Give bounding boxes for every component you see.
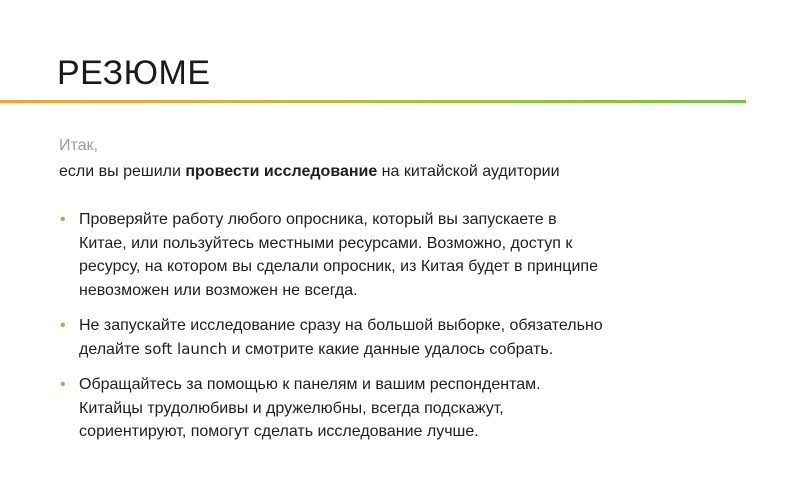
soft-launch-term: soft launch: [144, 339, 228, 358]
bullet-1-line-1: Проверяйте работу любого опросника, который вы запускаете в: [79, 211, 557, 228]
bullet-item-3: [59, 373, 739, 444]
bullet-3-line-3: сориентируют, помогут сделать исследование лучше.: [79, 423, 479, 440]
bullet-3-line-1: Обращайтесь за помощью к панелям и вашим респондентам.: [79, 376, 541, 393]
bullet-marker-icon: •: [60, 376, 66, 393]
bullet-2-line-2: [79, 338, 739, 362]
slide-title: РЕЗЮМЕ: [57, 54, 211, 92]
intro-line-2-prefix: если вы решили: [59, 163, 186, 180]
intro-line-2: [59, 159, 560, 185]
title-divider: [0, 100, 746, 103]
bullet-list: [59, 208, 739, 456]
bullet-2-line-2-prefix: делайте: [79, 340, 145, 358]
intro-line-1: Итак,: [59, 137, 98, 154]
intro-line-2-suffix: на китайской аудитории: [377, 163, 560, 180]
bullet-item-2: [59, 314, 739, 361]
bullet-1-line-4: невозможен или возможен не всегда.: [79, 281, 358, 299]
bullet-marker-icon: •: [60, 211, 66, 228]
bullet-marker-icon: •: [60, 317, 66, 334]
intro-block: [59, 133, 560, 185]
bullet-3-line-2: Китайцы трудолюбивы и дружелюбны, всегда подскажут,: [79, 399, 504, 417]
bullet-item-1: [59, 208, 739, 302]
bullet-2-line-1: Не запускайте исследование сразу на большой выборке, обязательно: [79, 317, 603, 334]
bullet-1-line-3: ресурсу, на котором вы сделали опросник, из Китая будет в принципе: [79, 258, 598, 275]
bullet-2-line-2-suffix: и смотрите какие данные удалось собрать.: [227, 340, 554, 358]
bullet-1-line-2: Китае, или пользуйтесь местными ресурсами. Возможно, доступ к: [79, 234, 573, 252]
intro-line-2-bold: провести исследование: [185, 163, 378, 180]
